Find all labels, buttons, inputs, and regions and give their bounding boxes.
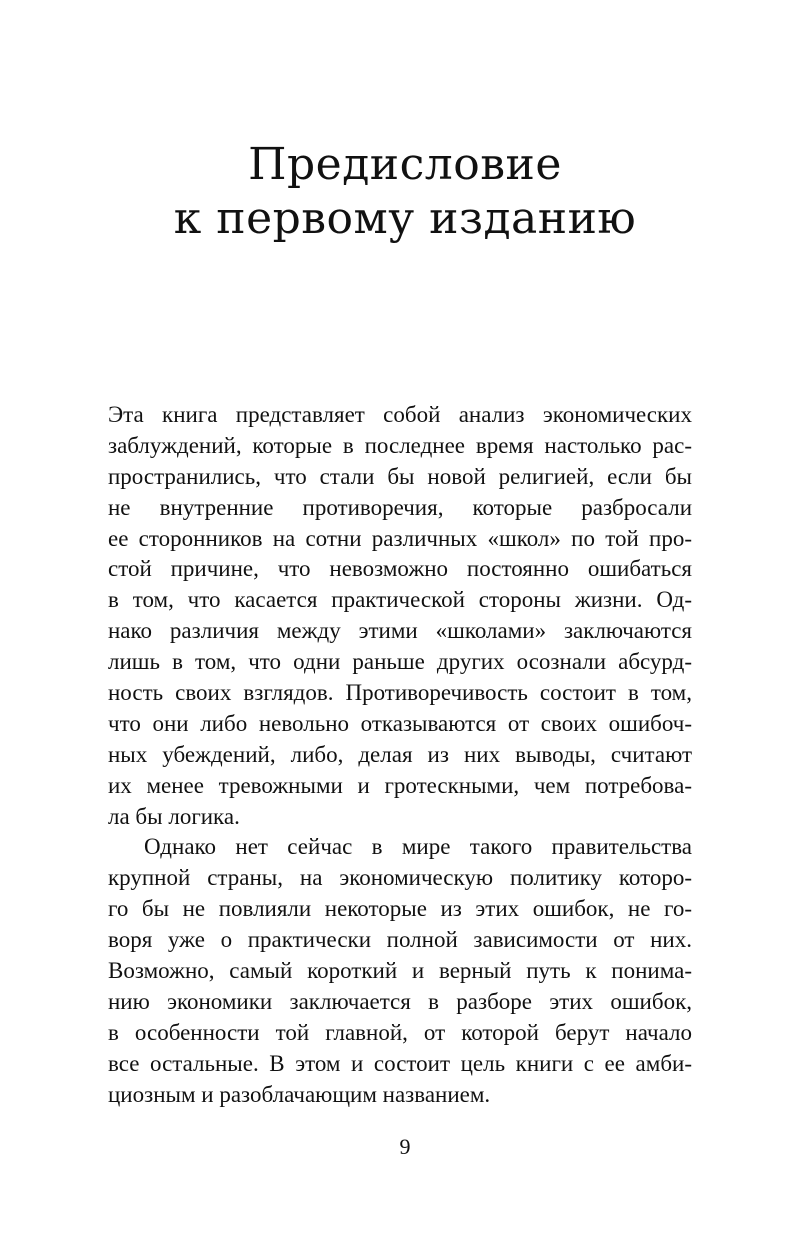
text-line: что они либо невольно отказываются от своих ошибоч- [108,710,692,736]
paragraph-1 [108,400,692,832]
text-line: ее сторонников на сотни различных «школ» по той про- [108,525,692,551]
text-line: в особенности той главной, от которой берут начало [108,1019,692,1045]
text-line: циозным и разоблачающим названием. [108,1081,491,1107]
chapter-title-line-2: к первому изданию [173,193,637,244]
chapter-title [0,138,810,246]
text-line: воря уже о практически полной зависимости от них. [108,927,692,953]
text-line: Возможно, самый короткий и верный путь к понима- [108,958,692,984]
text-line: все остальные. В этом и состоит цель книги с ее амби- [108,1050,692,1076]
text-line: Эта книга представляет собой анализ экономических [108,402,692,427]
text-line: стой причине, что невозможно постоянно ошибаться [108,556,692,582]
paragraph-2 [108,832,692,1110]
text-line: в том, что касается практической стороны жизни. Од- [108,587,692,613]
chapter-title-line-1: Предисловие [248,139,562,190]
text-line: нию экономики заключается в разборе этих ошибок, [108,988,692,1014]
text-line: не внутренние противоречия, которые разбросали [108,494,692,520]
text-line: Однако нет сейчас в мире такого правительства [144,834,692,860]
text-line: крупной страны, на экономическую политику которо- [108,865,692,891]
body-text [108,400,692,1110]
text-line: лишь в том, что одни раньше других осознали абсурд- [108,649,692,675]
text-line: их менее тревожными и гротескными, чем потребова- [108,772,692,798]
text-line: ла бы логика. [108,803,240,829]
page-number: 9 [399,1134,411,1159]
text-line: ных убеждений, либо, делая из них выводы, считают [108,741,692,767]
text-line: заблуждений, которые в последнее время настолько рас- [108,432,692,458]
text-line: го бы не повлияли некоторые из этих ошибок, не го- [108,896,692,922]
text-line: ность своих взглядов. Противоречивость состоит в том, [108,680,692,706]
text-line: нако различия между этими «школами» заключаются [108,618,692,644]
text-line: пространились, что стали бы новой религией, если бы [108,463,692,489]
